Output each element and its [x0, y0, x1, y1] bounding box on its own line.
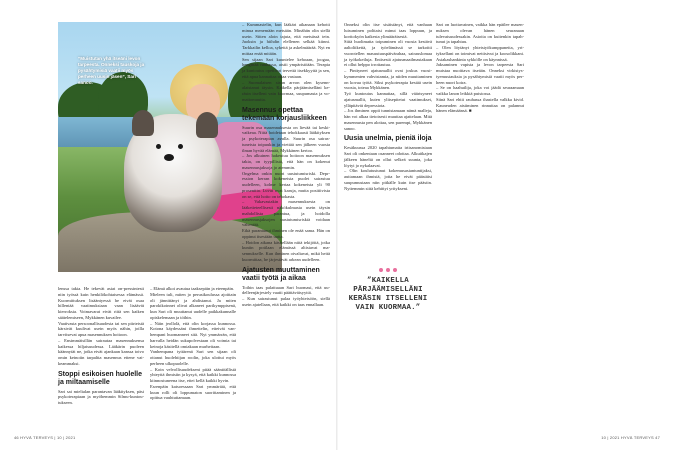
column-3 [242, 22, 330, 308]
dog-ear-shape [132, 110, 154, 136]
paragraph: – Elämä alkoi avautua taaksepäin ja eteenpäin. [150, 286, 235, 291]
paragraph: – Ensimmäisillän sairautaa masennuksensa kaikessa hiljaisuudessa. Lääkärin puoleen käännytät ne, jotka eivät ajankaan kanssa toivo omin keinoiin tarpaltta masennus ettene vaikeammaksi. [58, 337, 144, 366]
paragraph: lenssa takia. He tekevät asiat on-pressintesti niin työssä kuin henkilökohtaisessa elämässä. Kuormittuksen lisääntyessä he eivät osaa hillentää vaatimuksiaan vaan lisäävät kierroksia. Voimavarat eivät riitä sen kaiken säätelemiseen, Mykkänen kuvailee. [58, 286, 144, 320]
paragraph: Vanhempana tyttärenä Sari sen sijaan oli ottanut huolehtijan roolin, joka ulottui myös perheen ulkopuolelle. [150, 349, 236, 366]
paragraph: – Jos alkuinen hakeutuu hoitoon masennuksen takia, on tyypillistä, että hän on kokenut masennusjaksoja jo aiemmin. [242, 153, 330, 170]
paragraph: – Näin jeollolä, että olin korjassa kunnossa. Kotona käydessäni ihmettelin, etteivät vanhempani huomanneet sitä. Nyt ymmärrän, että harvalla heidän sukupolvestaan oli voimia tai keinoja käsitellä omiakaan murheitaan. [150, 320, 236, 349]
paragraph: – Olen löytänyt yhteistyökumppaneita, yrityksellani on toimivat nettisivut ja koosolikkani. Asiakashankinta sykkölle on käynnissä. [436, 45, 524, 62]
dog-eye-shape [178, 144, 183, 149]
page-gutter [336, 0, 338, 450]
pull-quote [344, 268, 432, 313]
dot-icon [386, 268, 390, 272]
dog-eye-shape [156, 144, 161, 149]
dog-nose-shape [164, 154, 174, 161]
paragraph: Jaksaminen vapista ja levon tarpeesta Sari muistaa nuoittava itseään. Onneksi virkistystyemustauksia ja pysähtymisiä vaatii myös perheen nuori koira. [436, 62, 524, 85]
paragraph: – Koin velvollisuudekseni pitää sääntöällistä yhteyttä ihmisiin ja kysyä, että kaikki kunnossa kiinnostuneena itse, ettei kellä kaikki hyvin. [150, 366, 236, 383]
column-5 [436, 22, 524, 114]
subheading: Ajatusten muuttaminen vaatii työtä ja aikaa [242, 266, 320, 282]
paragraph: Sen sijaan Sari kuuntelee kehoaan, joogaa, hengittää rauhassa, aistii ympäristöään. Terapia ja kuntoutus opettivat tervettä itsekkyyttä ja sen, että apua kannattaa ottaa vastaan. [242, 56, 330, 79]
dot-icon [379, 268, 383, 272]
paragraph: Siitä huolimatta toipuminen oli vuosia kestävä aaltoliikettä, ja työelämässä se tarkoitti vuorotellen masuutuuspäivärahaa, sairauslomaa ja työkokeiluja. Entisestä ajatusmaailmastakaan ei ollut helppo irrottautua. [344, 39, 432, 68]
paragraph: Toihin taas palattuaan Sari huomasi, että uudelleenjärjestely vaatii päättäväisyyttä. [242, 284, 330, 296]
subheading: Stoppi esikoisen huolelle ja miltaamiselle [58, 370, 143, 386]
paragraph: – Kummastelin, kun lääkäri aikanaan kehotti minua menemään metsään. Minähän olin siellä usein. Sitten aloin tajuta, että metsässä tein. Juoksin ja hiihdin elellenen selkää kiinni. Tarkkailin kelloa, sykettä ja askelmäärää. Nyt en mittaa enää mitään. [242, 22, 330, 56]
dot-icon [393, 268, 397, 272]
paragraph: – Olin koulutustunut kokemusasiantuntijaksi, auttamaan ihmisiä, jotta he eivät päästäisi suupumustaan niin pitkälle kuin itse päästin. Nyttemmin siitä kehittyi yritykseni. [344, 168, 432, 191]
paragraph: Eikä parantunut ihminen ole enää sama. Hän on oppinut itsestään uutta. [242, 228, 330, 239]
column-1 [58, 286, 144, 406]
paragraph: Sari on luottavainen, vaikka hän epäilee masennuksen olevan hänen seuranaan tulevaisuudessakin. Asioita on kuitenkin tapahtunut ja tapahtuu. [436, 22, 524, 45]
photo-caption: ”Muistutan yhä itseäni levon tarpeesta. Onneksi tauskoja ja pysähtymisiä vaatii myös perheen uusin jäsen”, Sari sanoo. [78, 56, 145, 85]
paragraph: Suurin osa masennuksesta on lievää tai keskivaikeaa. Niitä hoidetaan tehokkaasti lääkityksen ja psykoterapian avulla. Suurin osa sairastuneista toipuukin ja viettää sen jälkeen vuosia ilman hyvää elämää, Mykkänen kertoo. [242, 124, 330, 153]
paragraph: – Vakavastakin masennuksesta on lääketieteellisesti näkökulmasta usein täysin mahdollista parantua, ja hoidolla masennusjaksojen uusiutumisriskiä voidaan vähentää. [242, 199, 330, 228]
paragraph: Siinä Sari ehtii rauhassa ihastella valkka kivid. Kauneuden aistiminen rinnuttaa on palannut hänen elämäänsä. ■ [436, 96, 524, 114]
paragraph: Sari sai mielialan parantavan lääkityksen, päsi psykoterapiaan ja myöhemmin Silmu-kuntoutukseen. [58, 388, 144, 405]
paragraph: Onneksi olin itse sisäistänyt, että vanhaan luisuminen polttaisi minut taas loppuun, ja korttokyön kaikesta ylimääräisestä. [344, 22, 432, 39]
column-2 [150, 286, 236, 401]
column-4 [344, 22, 432, 191]
subheading: Uusia unelmia, pieniä iloja [344, 135, 432, 143]
subheading: Masennus opettaa tekemään korjausliikkeen [242, 106, 327, 122]
quote-dots [344, 268, 432, 272]
paragraph: Ongelma onkin nuori uusiutumisriski. Depression kerran kokeneista puolet sairastuu uudelleen, kolme kertaa kokeneista yli 90 prosenttia. Luvut ovat karuja, mutta positiivista on se, että hoito on tehokasta. [242, 170, 330, 199]
dog-ear-shape [196, 112, 218, 138]
paragraph: Kesäkuussa 2020 tapahtumatta irtisanomistaan Sari oli onkentaan osanneet odottaa. Alkuitkajen jälkeen häneltä on ollut selkeä suunta, joka löytyi jo nykalaavat. [344, 145, 432, 168]
paragraph: Mieleen tuli, miten jo perusikoulussa ajoittain oli jännittänyt ja ahdistanut. Ja miten parokikoinnet olivat alkaneet parikymppisenä, kun Sari oli muuttanut uudelle paikkakunnalle opiskelemaan ja töihin. [150, 291, 236, 320]
folio-left: 46 HYVÄ TERVEYS | 10 | 2021 [14, 435, 76, 440]
folio-right: 10 | 2021 HYVÄ TERVEYS 47 [601, 435, 660, 440]
paragraph: – Jos ihminen oppii tunnistamaan nämä malleja, hän voi alkaa tietoisesti muuttaa ajattelaan. Mitä masennusta pen alottaa, sen parempi, Mykkänen sanoo. [344, 108, 432, 131]
paragraph: Työ kuntoutus kannattaa, sillä väärisyneet ajatusmallit, kuten ylitsepitetut vaatimukset, ylläpitävät depressiota. [344, 91, 432, 108]
paragraph: Vaativasta persoonallisuudesta tai sen piirteistä kärsivät kuulivat usein myös nähin, joilla tarvitsevat apua masennuksen hoitoon. [58, 320, 144, 337]
paragraph: – Kun sairastunut palaa työyhteisöön, siellä usein ajatellaan, että kaikki on taas ennallaan. [242, 296, 330, 307]
pull-quote-text: ”KAIKELLA PÄRJÄÄMISELLÄNI KERÄSIN ITSELLENI VAIN KUORMAA.” [348, 277, 428, 312]
paragraph: Esrenpäin katsoessaan Sari ymmärtää, että kuun rolli oli loppumaton suorittaminen ja opittua vauhtuttamaan. [150, 383, 236, 401]
paragraph: – Pinttyneet ajatusmallit ovat joskus vuosikymmenten vahvistamia, ja niiden muuttaminen on kovaa työtä. Siksi psykoterapia kestää usein vuosia, toteaa Mykkänen. [344, 68, 432, 91]
paragraph: – Se on haahuilija, joka voi jäädä seuraamaan vaikka lanon leikkiä puistossa. [436, 85, 524, 96]
paragraph: – Suomalaisen sisun arvon olen kysennalaistanut täysin. Kaikella pärjäämiselläni keräsin itselleni vain kuormaa, suupumasta ja vomattomuutta. [242, 79, 330, 102]
paragraph: – Hoidon aikana käsitellään niitä tekijöitä, jotka kuniin potilaan elämässä altistavat masennukselle. Kun ihminen oivaltavat, mikä heitä kuormittaa, he järjestävät arkean uudelleen. [242, 239, 330, 262]
